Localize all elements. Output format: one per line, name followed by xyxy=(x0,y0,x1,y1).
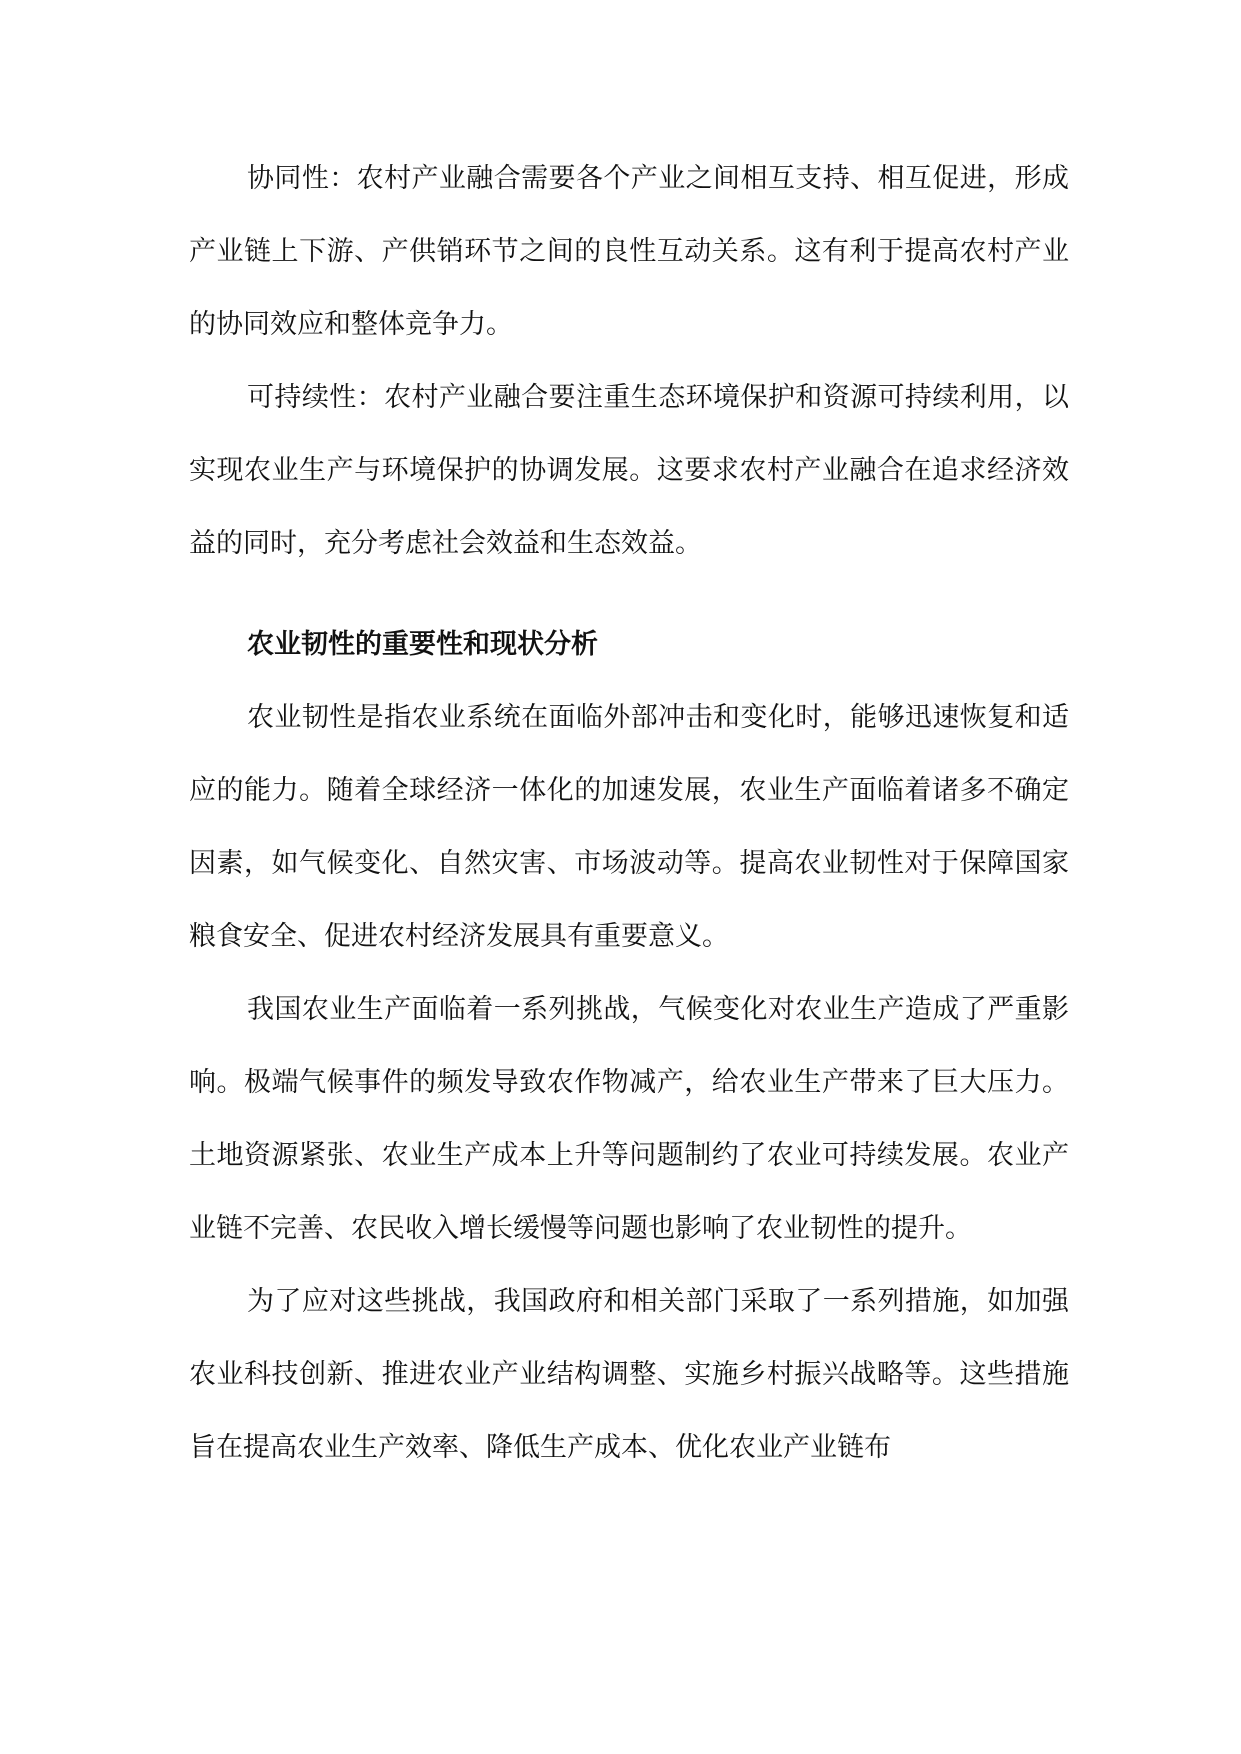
paragraph-sustainability: 可持续性：农村产业融合要注重生态环境保护和资源可持续利用，以实现农业生产与环境保护的协调发展。这要求农村产业融合在追求经济效益的同时，充分考虑社会效益和生态效益。 xyxy=(189,382,1069,559)
paragraph-measures: 为了应对这些挑战，我国政府和相关部门采取了一系列措施，如加强农业科技创新、推进农业产业结构调整、实施乡村振兴战略等。这些措施旨在提高农业生产效率、降低生产成本、优化农业产业链布 xyxy=(189,1286,1069,1463)
document-body xyxy=(189,142,1069,1484)
paragraph-challenges: 我国农业生产面临着一系列挑战，气候变化对农业生产造成了严重影响。极端气候事件的频发导致农作物减产，给农业生产带来了巨大压力。土地资源紧张、农业生产成本上升等问题制约了农业可持续发展。农业产业链不完善、农民收入增长缓慢等问题也影响了农业韧性的提升。 xyxy=(189,994,1069,1244)
paragraph-resilience-definition: 农业韧性是指农业系统在面临外部冲击和变化时，能够迅速恢复和适应的能力。随着全球经济一体化的加速发展，农业生产面临着诸多不确定因素，如气候变化、自然灾害、市场波动等。提高农业韧性对于保障国家粮食安全、促进农村经济发展具有重要意义。 xyxy=(189,702,1069,952)
section-heading: 农业韧性的重要性和现状分析 xyxy=(247,629,598,660)
paragraph-synergy: 协同性：农村产业融合需要各个产业之间相互支持、相互促进，形成产业链上下游、产供销环节之间的良性互动关系。这有利于提高农村产业的协同效应和整体竞争力。 xyxy=(189,163,1069,340)
